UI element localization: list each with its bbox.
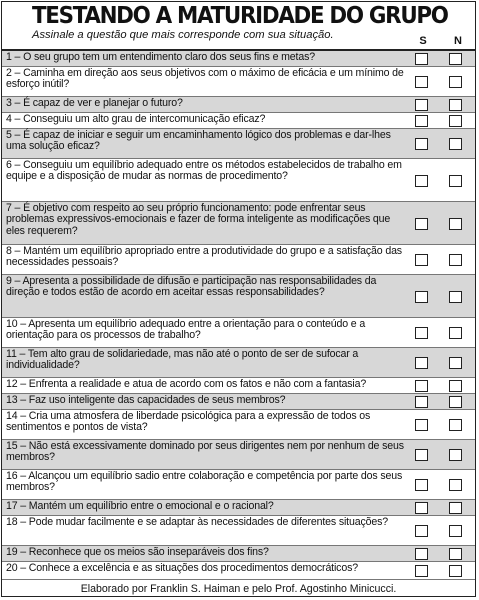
answer-sim-checkbox[interactable]: [415, 419, 428, 431]
question-text: 12 – Enfrenta a realidade e atua de acordo com os fatos e não com a fantasia?: [6, 378, 367, 390]
answer-sim-checkbox[interactable]: [415, 479, 428, 491]
question-row: [2, 275, 475, 318]
question-text: 17 – Mantém um equilíbrio entre o emocional e o racional?: [6, 500, 274, 512]
question-text: 7 – É objetivo com respeito ao seu próprio funcionamento: pode enfrentar seus problemas expressivos-emocionais e fazer de forma inteligente as modificações que eles requerem?: [6, 202, 391, 237]
answer-nao-checkbox[interactable]: [449, 396, 462, 408]
question-text: 6 – Conseguiu um equilíbrio adequado entre os métodos estabelecidos de trabalho em equipe e a disposição de mudar as normas de procedimento?: [6, 159, 402, 183]
answer-nao-checkbox[interactable]: [449, 175, 462, 187]
answer-nao-checkbox[interactable]: [449, 380, 462, 392]
answer-sim-checkbox[interactable]: [415, 175, 428, 187]
page-title: TESTANDO A MATURIDADE DO GRUPO: [32, 3, 448, 29]
answer-nao-checkbox[interactable]: [449, 449, 462, 461]
question-row: [2, 546, 475, 562]
answer-sim-checkbox[interactable]: [415, 449, 428, 461]
question-text: 16 – Alcançou um equilíbrio sadio entre colaboração e competência por parte dos seus membros?: [6, 470, 403, 494]
answer-sim-checkbox[interactable]: [415, 115, 428, 127]
question-row: [2, 97, 475, 113]
question-text: 18 – Pode mudar facilmente e se adaptar às necessidades de diferentes situações?: [6, 516, 388, 528]
question-text: 15 – Não está excessivamente dominado por seus dirigentes nem por nenhum de seus membros?: [6, 440, 404, 464]
answer-nao-checkbox[interactable]: [449, 53, 462, 65]
answer-nao-checkbox[interactable]: [449, 419, 462, 431]
answer-nao-checkbox[interactable]: [449, 525, 462, 537]
question-text: 8 – Mantém um equilíbrio apropriado entre a produtividade do grupo e a satisfação das necessidades pessoais?: [6, 245, 402, 269]
answer-sim-checkbox[interactable]: [415, 53, 428, 65]
question-row: [2, 470, 475, 500]
answer-nao-checkbox[interactable]: [449, 115, 462, 127]
question-row: [2, 67, 475, 97]
answer-sim-checkbox[interactable]: [415, 548, 428, 560]
answer-nao-checkbox[interactable]: [449, 291, 462, 303]
answer-nao-checkbox[interactable]: [449, 357, 462, 369]
instructions: Assinale a questão que mais corresponde com sua situação.: [32, 29, 334, 41]
question-row: [2, 348, 475, 378]
answer-sim-checkbox[interactable]: [415, 396, 428, 408]
answer-nao-checkbox[interactable]: [449, 76, 462, 88]
question-row: [2, 410, 475, 440]
question-text: 3 – É capaz de ver e planejar o futuro?: [6, 97, 183, 109]
question-text: 5 – É capaz de iniciar e seguir um encaminhamento lógico dos problemas e dar-lhes uma solução eficaz?: [6, 129, 391, 153]
column-header-sim: S: [419, 35, 427, 47]
answer-sim-checkbox[interactable]: [415, 327, 428, 339]
question-text: 14 – Cria uma atmosfera de liberdade psicológica para a expressão de todos os sentimentos e pontos de vista?: [6, 410, 371, 434]
answer-sim-checkbox[interactable]: [415, 76, 428, 88]
answer-sim-checkbox[interactable]: [415, 380, 428, 392]
column-header-nao: N: [454, 35, 462, 47]
questionnaire-frame: [1, 1, 476, 597]
question-text: 9 – Apresenta a possibilidade de difusão e participação nas responsabilidades da direção e todos estão de acordo em aceitar essas responsabilidades?: [6, 275, 377, 299]
answer-sim-checkbox[interactable]: [415, 525, 428, 537]
question-row: [2, 159, 475, 202]
answer-sim-checkbox[interactable]: [415, 502, 428, 514]
question-row: [2, 202, 475, 245]
question-row: [2, 51, 475, 67]
credit-line: Elaborado por Franklin S. Haiman e pelo Prof. Agostinho Minicucci.: [80, 583, 397, 595]
answer-nao-checkbox[interactable]: [449, 502, 462, 514]
question-row: [2, 562, 475, 580]
question-row: [2, 245, 475, 275]
answer-nao-checkbox[interactable]: [449, 548, 462, 560]
question-text: 10 – Apresenta um equilíbrio adequado entre a orientação para o conteúdo e a orientação para os processos de trabalho?: [6, 318, 366, 342]
question-row: [2, 394, 475, 410]
answer-nao-checkbox[interactable]: [449, 254, 462, 266]
question-text: 13 – Faz uso inteligente das capacidades de seus membros?: [6, 394, 286, 406]
question-row: [2, 378, 475, 394]
answer-nao-checkbox[interactable]: [449, 565, 462, 577]
answer-sim-checkbox[interactable]: [415, 565, 428, 577]
question-text: 20 – Conhece a excelência e as situações dos procedimentos democráticos?: [6, 562, 358, 574]
question-row: [2, 500, 475, 516]
question-row: [2, 129, 475, 159]
answer-sim-checkbox[interactable]: [415, 218, 428, 230]
answer-sim-checkbox[interactable]: [415, 254, 428, 266]
answer-nao-checkbox[interactable]: [449, 218, 462, 230]
question-text: 19 – Reconhece que os meios são inseparáveis dos fins?: [6, 546, 269, 558]
question-text: 4 – Conseguiu um alto grau de intercomunicação eficaz?: [6, 113, 266, 125]
question-row: [2, 516, 475, 546]
answer-nao-checkbox[interactable]: [449, 479, 462, 491]
question-row: [2, 113, 475, 129]
question-text: 2 – Caminha em direção aos seus objetivos com o máximo de eficácia e um mínimo de esforço inútil?: [6, 67, 404, 91]
question-row: [2, 440, 475, 470]
answer-sim-checkbox[interactable]: [415, 138, 428, 150]
answer-nao-checkbox[interactable]: [449, 327, 462, 339]
answer-sim-checkbox[interactable]: [415, 357, 428, 369]
question-text: 1 – O seu grupo tem um entendimento claro dos seus fins e metas?: [6, 51, 315, 63]
answer-sim-checkbox[interactable]: [415, 291, 428, 303]
question-text: 11 – Tem alto grau de solidariedade, mas não até o ponto de ser de sufocar a individualidade?: [6, 348, 359, 372]
answer-sim-checkbox[interactable]: [415, 99, 428, 111]
answer-nao-checkbox[interactable]: [449, 138, 462, 150]
question-row: [2, 318, 475, 348]
answer-nao-checkbox[interactable]: [449, 99, 462, 111]
